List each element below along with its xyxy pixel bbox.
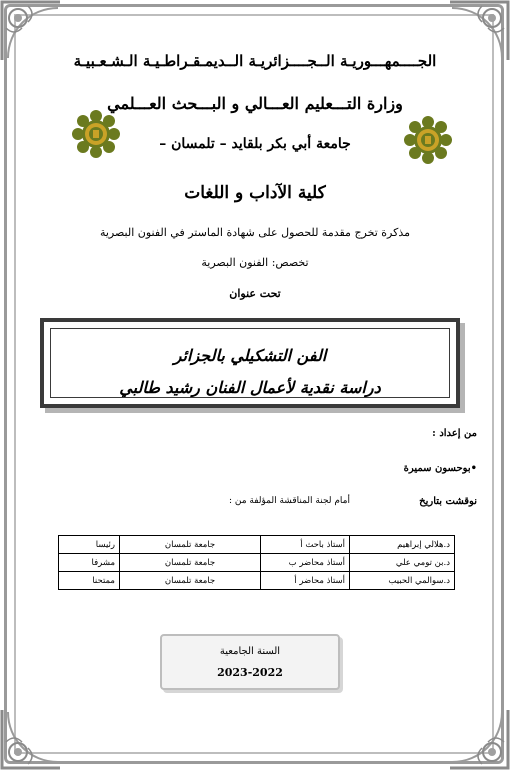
ornamental-corner-icon [0, 708, 62, 770]
thesis-title-box [40, 318, 460, 408]
university-emblem-icon [402, 114, 454, 166]
jury-name: د.بن تومي علي [350, 554, 455, 572]
prepared-by-label: من إعداد : [432, 428, 477, 439]
ornamental-corner-icon [448, 708, 510, 770]
jury-table [58, 535, 455, 590]
academic-year-box [160, 634, 340, 690]
thesis-title-line2: دراسة نقدية لأعمال الفنان رشيد طالبي [119, 378, 381, 397]
jury-rank: أستاذ باحث أ [261, 536, 350, 554]
discussion-date-label: نوقشت بتاريخ [419, 496, 477, 507]
table-row [59, 554, 455, 572]
ministry-heading: وزارة التـــعليم العـــالي و البـــحث العـــلمي [107, 94, 403, 113]
jury-role: رئيسا [59, 536, 120, 554]
table-row [59, 536, 455, 554]
jury-university: جامعة تلمسان [120, 554, 261, 572]
ornamental-corner-icon [448, 0, 510, 62]
memo-description: مذكرة تخرج مقدمة للحصول على شهادة الماستر في الفنون البصرية [99, 226, 411, 239]
ornamental-corner-icon [0, 0, 62, 62]
jury-name: د.سوالمي الحبيب [350, 572, 455, 590]
jury-name: د.هلالي إبراهيم [350, 536, 455, 554]
committee-label: أمام لجنة المناقشة المؤلفة من : [228, 496, 350, 506]
faculty-heading: كلية الآداب و اللغات [184, 183, 326, 203]
jury-university: جامعة تلمسان [120, 536, 261, 554]
under-title-label: تحت عنوان [229, 287, 281, 300]
student-name: •بوحسون سميرة [403, 463, 477, 474]
jury-rank: أستاذ محاضر أ [261, 572, 350, 590]
university-heading: جامعة أبي بكر بلقايد – تلمسان – [159, 136, 351, 152]
jury-rank: أستاذ محاضر ب [261, 554, 350, 572]
thesis-title-line1: الفن التشكيلي بالجزائر [173, 346, 327, 365]
table-row [59, 572, 455, 590]
academic-year-value: 2023-2022 [217, 666, 283, 679]
jury-university: جامعة تلمسان [120, 572, 261, 590]
jury-role: ممتحنا [59, 572, 120, 590]
university-emblem-icon [70, 108, 122, 160]
academic-year-label: السنة الجامعية [219, 646, 281, 657]
republic-heading: الجــــمهـــوريـة الــجــــزائريـة الــديمـقـراطـيـة الـشـعـبيـة [73, 52, 437, 70]
specialty-line: تخصص: الفنون البصرية [201, 256, 309, 269]
jury-role: مشرفا [59, 554, 120, 572]
